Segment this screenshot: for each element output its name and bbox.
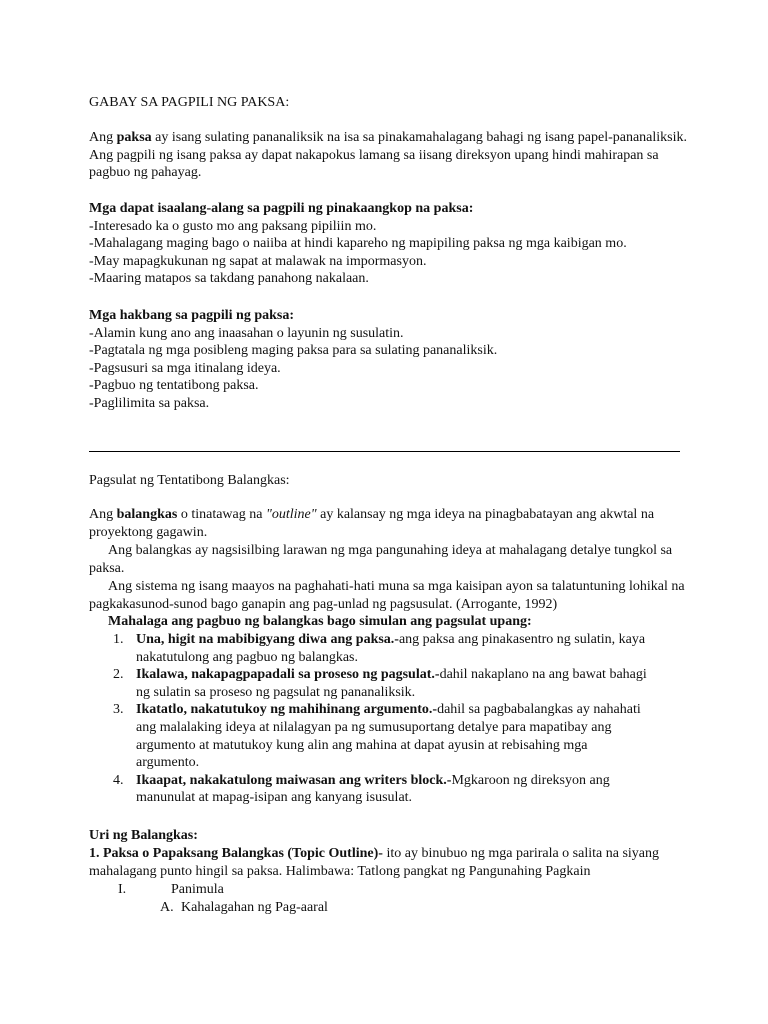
list-item: 2. Ikalawa, nakapagpapadali sa proseso ng pagsulat.-dahil nakaplano na ang bawat bahagi ng sulatin sa proseso ng pagsulat ng pananaliksik. [113,667,647,700]
list-item: -Pagbuo ng tentatibong paksa. [89,378,259,394]
list-item: -Mahalagang maging bago o naiiba at hindi kapareho ng mapipiling paksa ng mga kaibigan mo. [89,236,627,252]
outline-item: A. Kahalagahan ng Pag-aaral [160,899,328,915]
outline-item: I. Panimula [118,882,224,897]
section2-intro: Ang balangkas o tinatawag na "outline" ay kalansay ng mga ideya na pinagbabatayan ang akwtal na proyektong gagawin. [89,507,655,540]
section1-intro: Ang paksa ay isang sulating pananaliksik na isa sa pinakamahalagang bahagi ng isang papel-pananaliksik. Ang pagpili ng isang paksa ay dapat nakapokus lamang sa iisang direksyon upang hindi mahirapan sa pagbuo ng pahayag. [89,130,687,181]
section2-paragraph: Ang balangkas ay nagsisilbing larawan ng mga pangunahing ideya at mahalagang detalye tungkol sa paksa. [89,543,673,576]
considerations-heading: Mga dapat isaalang-alang sa pagpili ng pinakaangkop na paksa: [89,201,474,216]
importance-list [89,631,649,807]
steps-heading: Mga hakbang sa pagpili ng paksa: [89,308,295,323]
section1-heading: GABAY SA PAGPILI NG PAKSA: [89,95,290,110]
list-item: -Paglilimita sa paksa. [89,395,210,411]
list-item: -Interesado ka o gusto mo ang paksang pipiliin mo. [89,218,377,234]
list-item: -Pagsusuri sa mga itinalang ideya. [89,360,281,376]
list-item: 4. Ikaapat, nakakatulong maiwasan ang writers block.-Mgkaroon ng direksyon ang manunulat at mapag-isipan ang kanyang isusulat. [113,772,610,806]
importance-heading: Mahalaga ang pagbuo ng balangkas bago simulan ang pagsulat upang: [108,614,532,629]
considerations-block [89,200,689,288]
horizontal-divider [89,451,680,452]
section2-paragraph: Ang sistema ng isang maayos na paghahati-hati muna sa mga kaisipan ayon sa talatuntuning lohikal na pagkakasunod-sunod bago ganapin ang pag-unlad ng pagsusulat. (Arrogante, 1992) [89,579,685,612]
list-item: -May mapagkukunan ng sapat at malawak na impormasyon. [89,253,427,269]
type1-paragraph: 1. Paksa o Papaksang Balangkas (Topic Outline)- ito ay binubuo ng mga parirala o salita na siyang mahalagang punto hingil sa paksa. Halimbawa: Tatlong pangkat ng Pangunahing Pagkain [89,846,659,879]
list-item: 3. Ikatatlo, nakatutukoy ng mahihinang argumento.-dahil sa pagbabalangkas ay nahahati ang malalaking ideya at nilalagyan pa ng sumusuportang detalye para mapatibay ang argumento at matutukoy kung alin ang mahina at dapat ayusin at rebisahing mga argumento. [113,702,641,771]
section3-heading: Uri ng Balangkas: [89,828,198,843]
section2-heading: Pagsulat ng Tentatibong Balangkas: [89,473,290,488]
list-item: -Alamin kung ano ang inaasahan o layunin ng susulatin. [89,325,404,341]
list-item: 1. Una, higit na mabibigyang diwa ang paksa.-ang paksa ang pinakasentro ng sulatin, kaya nakatutulong ang pagbuo ng balangkas. [113,632,646,665]
list-item: -Pagtatala ng mga posibleng maging paksa para sa sulating pananaliksik. [89,343,498,359]
list-item: -Maaring matapos sa takdang panahong nakalaan. [89,271,369,287]
steps-block [89,307,689,413]
sample-outline [89,881,689,916]
